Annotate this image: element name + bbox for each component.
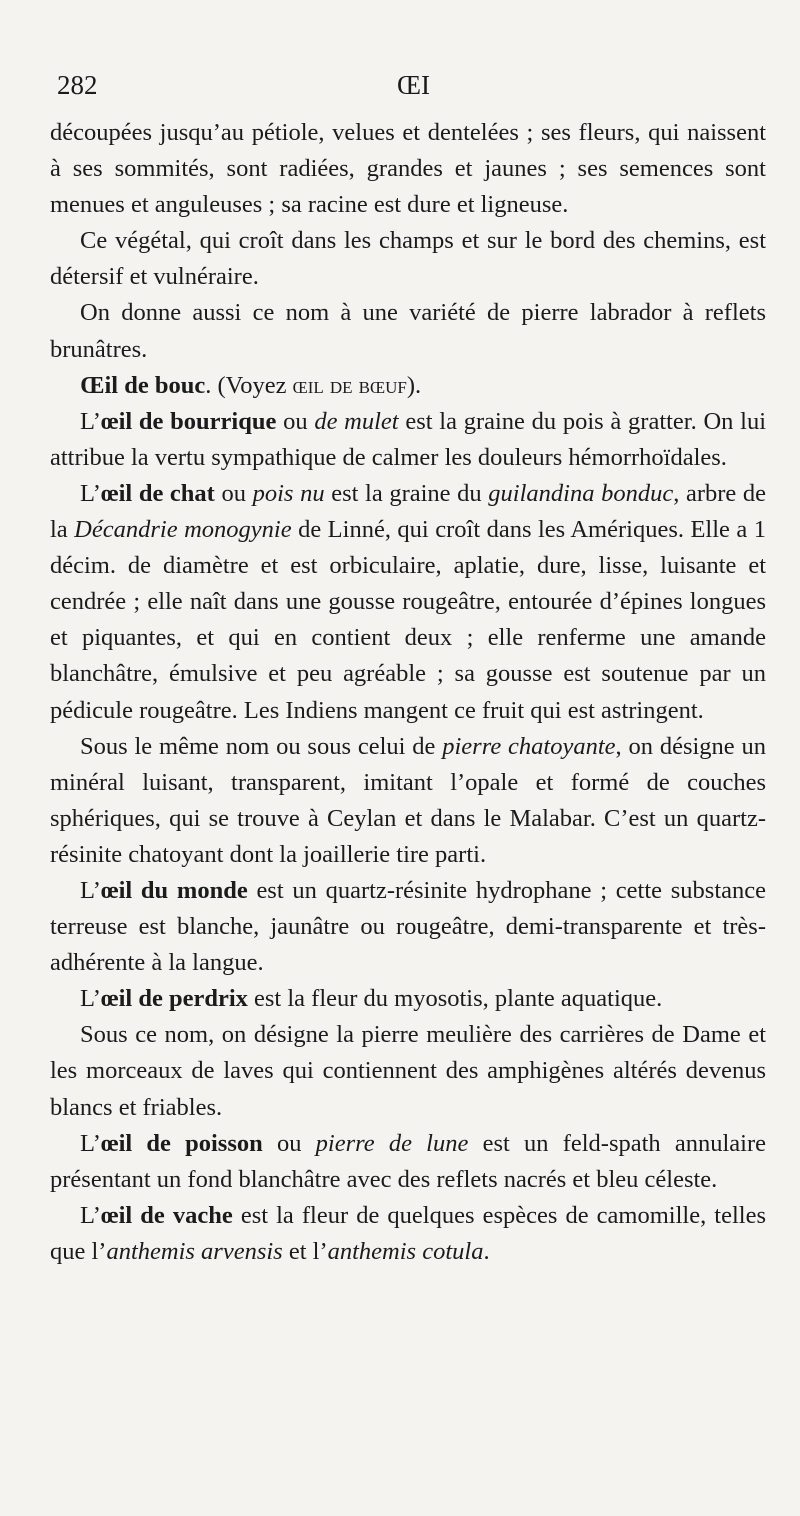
entry-text: de Linné, qui croît dans les Amériques. Elle a 1 décim. de diamètre et est orbiculaire, aplatie, dure, lisse, luisante et cendrée ; elle naît dans une gousse rougeâtre, entourée d’épines longues et piquantes, et qui en contient deux ; elle renferme une amande blanchâtre, émulsive et peu agréable ; sa gousse est soutenue par un pédicule rougeâtre. Les Indiens mangent ce fruit qui est astringent. bbox=[50, 516, 767, 724]
paragraph bbox=[50, 1017, 766, 1125]
entry-text: . (Voyez bbox=[205, 371, 293, 399]
paragraph-continuation bbox=[50, 115, 766, 223]
italic-term: pois nu bbox=[252, 479, 325, 507]
article: L’ bbox=[80, 1129, 101, 1157]
paragraph-text: On donne aussi ce nom à une variété de pierre labrador à reflets brunâtres. bbox=[50, 299, 766, 363]
entry-text: ou bbox=[262, 1129, 316, 1157]
body-text bbox=[50, 115, 766, 1270]
paragraph bbox=[50, 295, 766, 367]
entry-text: est un quartz-résinite hydrophane ; cette substance terreuse est blanche, jaunâtre ou rougeâtre, demi-transparente et très-adhérente à la langue. bbox=[50, 876, 766, 977]
italic-term: anthemis cotula bbox=[327, 1237, 484, 1265]
entry-headword: œil du monde bbox=[100, 876, 248, 904]
article: L’ bbox=[80, 407, 101, 435]
entry-text: est un feld-spath annulaire présentant un fond blanchâtre avec des reflets nacrés et bleu céleste. bbox=[50, 1129, 767, 1193]
entry-headword: œil de perdrix bbox=[100, 985, 248, 1013]
italic-term: pierre de lune bbox=[315, 1129, 469, 1157]
entry-oeil-de-perdrix bbox=[50, 981, 766, 1017]
entry-text: ou bbox=[276, 407, 315, 435]
italic-term: anthemis arvensis bbox=[106, 1237, 283, 1265]
entry-headword: Œil de bouc bbox=[80, 371, 206, 399]
entry-headword: œil de vache bbox=[100, 1201, 233, 1229]
entry-oeil-de-bouc bbox=[50, 368, 766, 404]
article: L’ bbox=[80, 479, 101, 507]
entry-headword: œil de chat bbox=[100, 479, 215, 507]
running-title: ŒI bbox=[397, 70, 430, 100]
entry-text: ou bbox=[214, 479, 253, 507]
entry-text: ). bbox=[406, 371, 422, 399]
entry-text: , arbre de la bbox=[50, 479, 767, 544]
entry-oeil-du-monde bbox=[50, 873, 766, 981]
entry-text: . bbox=[483, 1237, 490, 1265]
entry-headword: œil de poisson bbox=[100, 1129, 263, 1157]
entry-oeil-de-vache bbox=[50, 1198, 766, 1270]
cross-reference: œil de bœuf bbox=[292, 371, 407, 399]
entry-text: est la fleur de quelques espèces de camomille, telles que l’ bbox=[50, 1201, 766, 1265]
running-head bbox=[57, 70, 760, 110]
article: L’ bbox=[80, 985, 101, 1013]
entry-text: , on désigne un minéral luisant, transparent, imitant l’opale et formé de couches sphériques, qui se trouve à Ceylan et dans le Malabar. C’est un quartz-résinite chatoyant dont la joaillerie tire parti. bbox=[50, 732, 766, 868]
entry-oeil-de-bourrique bbox=[50, 404, 766, 476]
article: L’ bbox=[80, 1201, 101, 1229]
entry-text: Sous le même nom ou sous celui de bbox=[80, 732, 443, 760]
entry-text: et l’ bbox=[282, 1237, 328, 1265]
italic-term: guilandina bonduc bbox=[488, 479, 674, 507]
paragraph-text: Ce végétal, qui croît dans les champs et sur le bord des chemins, est détersif et vulnéraire. bbox=[50, 227, 766, 291]
article: L’ bbox=[80, 876, 101, 904]
paragraph bbox=[50, 729, 766, 873]
entry-text: est la fleur du myosotis, plante aquatique. bbox=[247, 985, 663, 1013]
entry-oeil-de-poisson bbox=[50, 1126, 766, 1198]
paragraph-text: Sous ce nom, on désigne la pierre meulière des carrières de Dame et les morceaux de laves qui contiennent des amphigènes altérés devenus blancs et friables. bbox=[50, 1021, 766, 1121]
italic-term: Décandrie monogynie bbox=[74, 516, 292, 544]
entry-text: est la graine du bbox=[324, 479, 489, 507]
entry-headword: œil de bourrique bbox=[100, 407, 277, 435]
paragraph bbox=[50, 223, 766, 295]
paragraph-text: découpées jusqu’au pétiole, velues et dentelées ; ses fleurs, qui naissent à ses sommités, sont radiées, grandes et jaunes ; ses semences sont menues et anguleuses ; sa racine est dure et ligneuse. bbox=[50, 119, 766, 219]
italic-term: pierre chatoyante bbox=[442, 732, 616, 760]
entry-oeil-de-chat bbox=[50, 476, 766, 729]
entry-text: est la graine du pois à gratter. On lui attribue la vertu sympathique de calmer les douleurs hémorrhoïdales. bbox=[50, 407, 767, 471]
italic-term: de mulet bbox=[314, 407, 399, 435]
page-number: 282 bbox=[57, 70, 98, 100]
